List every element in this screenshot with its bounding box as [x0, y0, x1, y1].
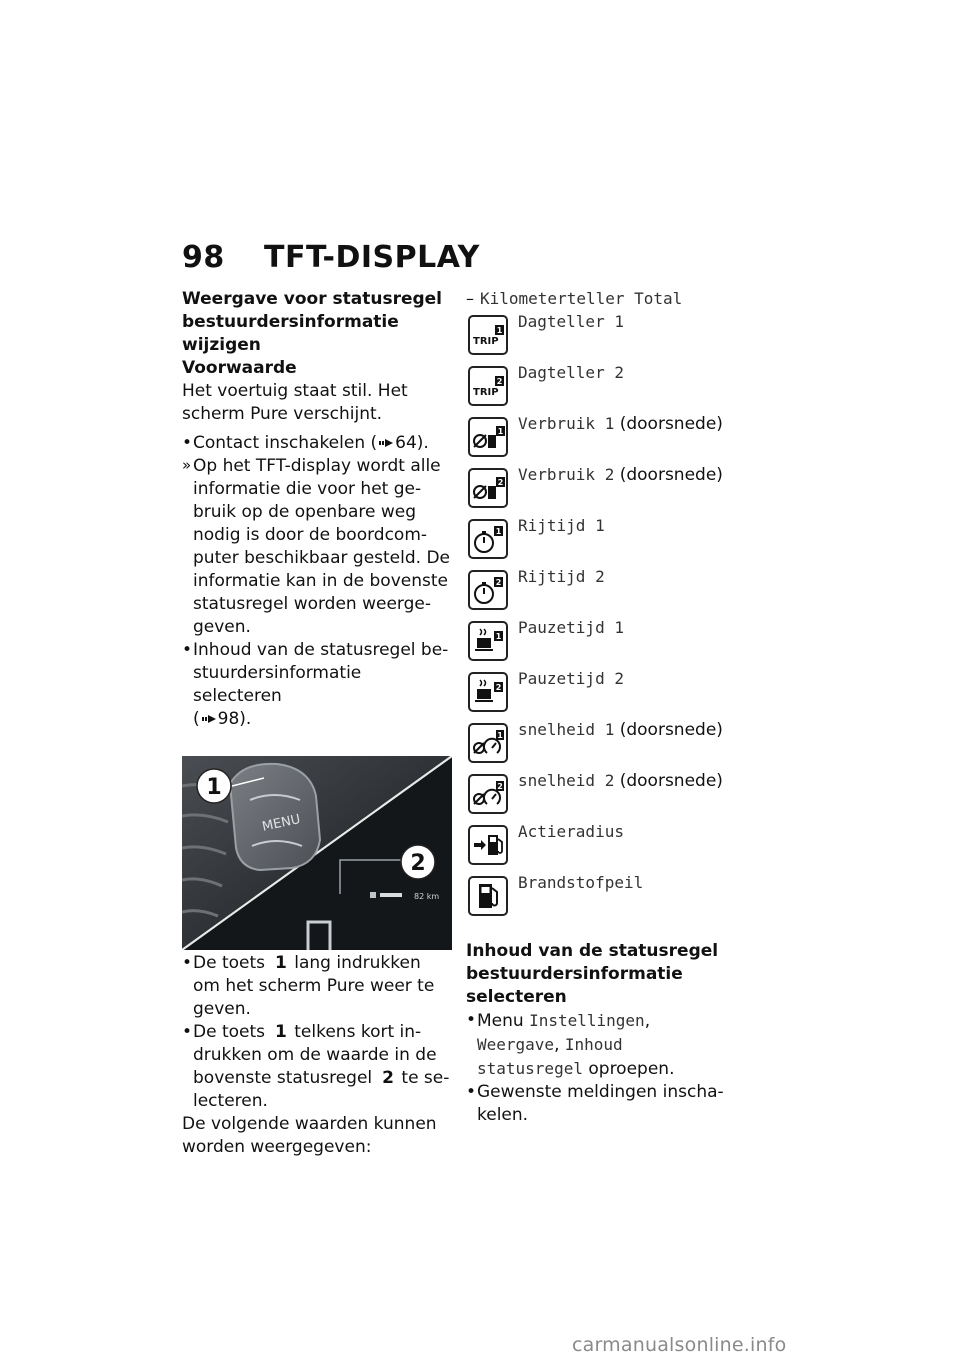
svg-text:2: 2	[497, 478, 504, 487]
svg-text:2: 2	[496, 377, 503, 386]
step-open-menu: • Menu Instellingen, Weergave, Inhoud statusregel oproepen.	[466, 1009, 756, 1081]
page-reference-arrow-icon	[202, 714, 216, 724]
step-result-text: » Op het TFT-display wordt alle informatie die voor het ge- bruik op de openbare weg nodig is door de boordcom- puter beschikbaar gesteld. De informatie kan in de bovenste statusregel worden weerge- geven.	[182, 455, 452, 639]
list-item: 2 Pauzetijd 2	[466, 667, 756, 718]
list-item: TRIP 2 Dagteller 2	[466, 361, 756, 412]
consumption-1-icon	[468, 417, 508, 457]
handlebar-menu-button-photo	[182, 756, 452, 950]
list-item: 2 Rijtijd 2	[466, 565, 756, 616]
list-item: 1 Rijtijd 1	[466, 514, 756, 565]
svg-text:TRIP: TRIP	[473, 336, 499, 347]
display-range-readout: 82 km	[414, 892, 440, 901]
step-long-press: • De toets 1 lang indrukken om het scherm Pure weer te geven.	[182, 952, 452, 1021]
section-heading-change-statusline: Weergave voor statusregel bestuurdersinformatie wijzigen	[182, 289, 443, 355]
ride-time-2-icon	[468, 570, 508, 610]
menu-path-content: Inhoud	[564, 1035, 623, 1054]
svg-text:2: 2	[495, 683, 502, 692]
left-column	[182, 288, 452, 1159]
svg-text:1: 1	[495, 632, 502, 641]
svg-text:2: 2	[410, 851, 426, 876]
list-item: 2 Verbruik 2 (doorsnede)	[466, 463, 756, 514]
list-item: 2 snelheid 2 (doorsnede)	[466, 769, 756, 820]
speed-2-icon	[468, 774, 508, 814]
svg-text:1: 1	[495, 527, 502, 536]
step-ignition-on: • Contact inschakelen ( 64).	[182, 432, 452, 455]
svg-text:1: 1	[497, 731, 503, 740]
list-item: 1 Verbruik 1 (doorsnede)	[466, 412, 756, 463]
menu-path-settings: Instellingen	[529, 1011, 645, 1030]
fuel-level-icon	[468, 876, 508, 916]
svg-text:2: 2	[495, 578, 502, 587]
page-reference-arrow-icon	[379, 438, 393, 448]
key-ref-1: 1	[275, 1022, 287, 1042]
range-icon	[468, 825, 508, 865]
watermark: carmanualsonline.info	[572, 1334, 787, 1356]
step-short-press: • De toets 1 telkens kort in- drukken om de waarde in de bovenste statusregel 2 te se- lecteren.	[182, 1021, 452, 1113]
closing-text: De volgende waarden kunnen worden weergegeven:	[182, 1114, 437, 1157]
svg-text:1: 1	[496, 326, 503, 335]
subheading-precondition: Voorwaarde	[182, 358, 297, 378]
trip-2-icon	[468, 366, 508, 406]
svg-text:1: 1	[497, 427, 504, 436]
break-time-1-icon	[468, 621, 508, 661]
svg-text:1: 1	[206, 775, 222, 800]
list-item: TRIP 1 Dagteller 1	[466, 310, 756, 361]
list-item: 1 snelheid 1 (doorsnede)	[466, 718, 756, 769]
step-enable-messages: • Gewenste meldingen inscha- kelen.	[466, 1081, 756, 1127]
list-item-total-odometer: – Kilometerteller Total	[466, 289, 683, 308]
page-title: TFT-DISPLAY	[264, 240, 480, 275]
list-item: Brandstofpeil	[466, 871, 756, 922]
right-column	[466, 288, 756, 1127]
svg-text:TRIP: TRIP	[473, 387, 499, 398]
list-item: Actieradius	[466, 820, 756, 871]
step-select-content: • Inhoud van de statusregel be- stuurdersinformatie selecteren ( 98).	[182, 639, 452, 731]
page-header	[182, 240, 480, 275]
svg-text:2: 2	[497, 782, 503, 791]
section-heading-select-content: Inhoud van de statusregel bestuurdersinformatie selecteren	[466, 941, 719, 1007]
key-ref-1: 1	[275, 953, 287, 973]
trip-1-icon	[468, 315, 508, 355]
value-list	[466, 310, 756, 922]
break-time-2-icon	[468, 672, 508, 712]
menu-path-statusline: statusregel	[477, 1059, 583, 1078]
precondition-text: Het voertuig staat stil. Het scherm Pure verschijnt.	[182, 381, 408, 424]
menu-button-label: MENU	[260, 812, 302, 835]
menu-path-display: Weergave	[477, 1035, 555, 1054]
consumption-2-icon	[468, 468, 508, 508]
key-ref-2: 2	[382, 1068, 394, 1088]
page-number: 98	[182, 240, 225, 275]
ride-time-1-icon	[468, 519, 508, 559]
speed-1-icon	[468, 723, 508, 763]
list-item: 1 Pauzetijd 1	[466, 616, 756, 667]
